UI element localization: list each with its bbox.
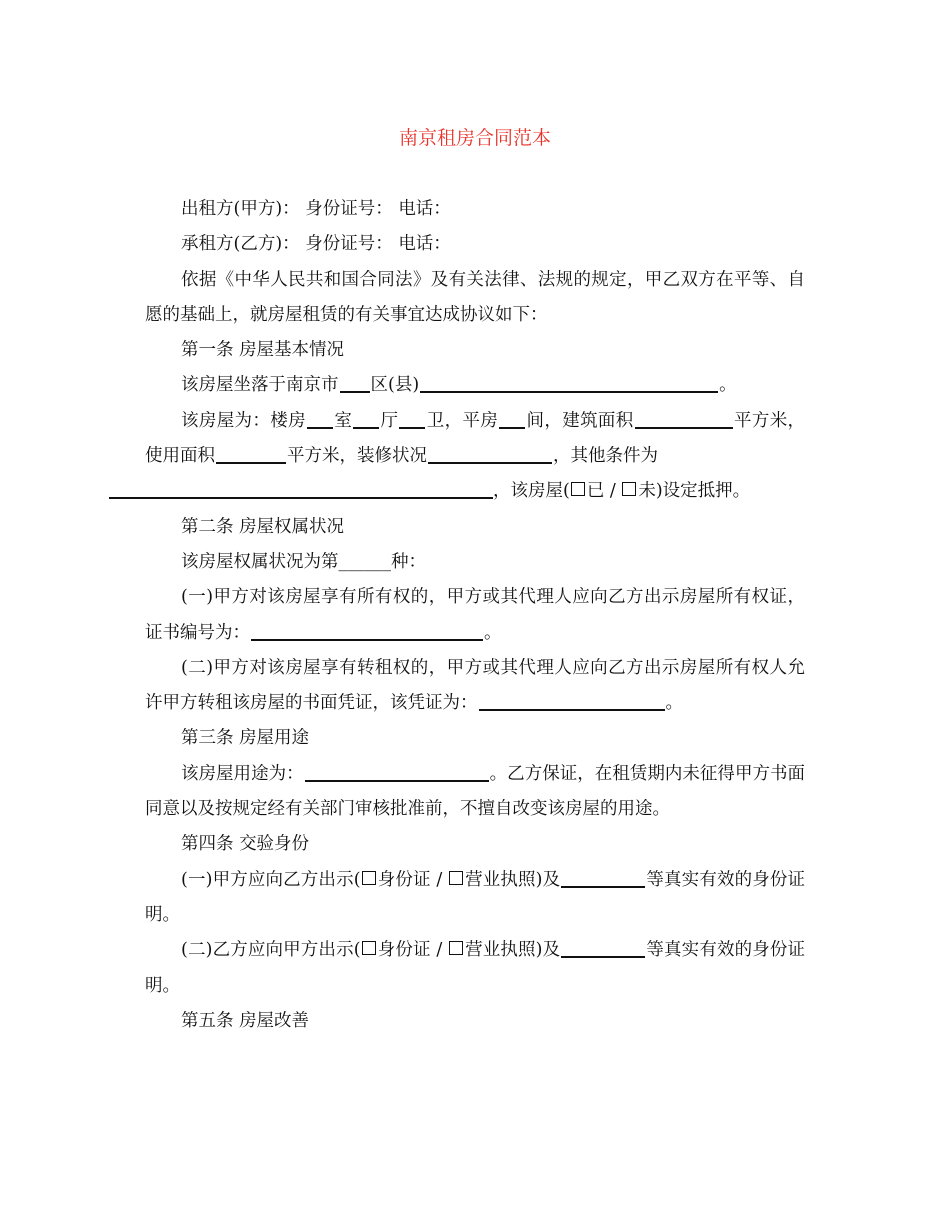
party-b-line: 承租方(乙方)： 身份证号： 电话： (181, 234, 451, 255)
article-4-heading: 第四条 交验身份 (181, 834, 310, 855)
use-blank (305, 758, 489, 782)
hall-blank (353, 405, 379, 429)
party-a-line: 出租方(甲方)： 身份证号： 电话： (181, 199, 451, 219)
district-blank (340, 369, 370, 393)
floor-area-blank (635, 405, 733, 429)
id-doc-blank-b (561, 934, 645, 958)
address-blank (420, 369, 718, 393)
checkbox-icon[interactable] (571, 482, 585, 496)
article-1-heading: 第一条 房屋基本情况 (181, 340, 345, 361)
article-5-heading: 第五条 房屋改善 (181, 1010, 310, 1031)
article-2-item-2: (二)甲方对该房屋享有转租权的，甲方或其代理人应向乙方出示房屋所有权人允许甲方转租该房屋的书面凭证，该凭证为： 。 (145, 657, 805, 714)
article-4-item-2: (二)乙方应向甲方出示( 身份证 / 营业执照)及 等真实有效的身份证明。 (145, 933, 805, 1004)
checkbox-icon[interactable] (449, 871, 463, 885)
article-2-item-1: (一)甲方对该房屋享有所有权的，甲方或其代理人应向乙方出示房屋所有权证，证书编号为： 。 (145, 587, 805, 643)
checkbox-icon[interactable] (449, 941, 463, 955)
room-blank (307, 405, 333, 429)
decoration-blank (428, 440, 552, 464)
article-3-heading: 第三条 房屋用途 (181, 728, 310, 749)
article-1-location: 该房屋坐落于南京市 区(县) 。 (145, 368, 805, 403)
certificate-number-blank (251, 617, 483, 641)
id-doc-blank-a (561, 864, 645, 888)
contract-body (145, 192, 805, 1039)
article-2-heading: 第二条 房屋权属状况 (181, 516, 345, 537)
other-conditions-blank (109, 475, 493, 499)
voucher-blank (479, 687, 665, 711)
usable-area-blank (216, 440, 286, 464)
article-1-details: 该房屋为：楼房 室 厅 卫，平房 间，建筑面积 平方米，使用面积 平方米，装修状况 ，其他条件为 ，该房屋( 已 / 未)设定抵押。 (145, 404, 805, 510)
checkbox-icon[interactable] (362, 941, 376, 955)
bath-blank (399, 405, 425, 429)
intro-paragraph: 依据《中华人民共和国合同法》及有关法律、法规的规定，甲乙双方在平等、自愿的基础上，就房屋租赁的有关事宜达成协议如下： (145, 269, 805, 325)
article-4-item-1: (一)甲方应向乙方出示( 身份证 / 营业执照)及 等真实有效的身份证明。 (145, 863, 805, 934)
checkbox-icon[interactable] (362, 871, 376, 885)
article-2-kind: 该房屋权属状况为第______种： (181, 551, 426, 572)
article-3-use: 该房屋用途为： 。乙方保证，在租赁期内未征得甲方书面同意以及按规定经有关部门审核批准前，不擅自改变该房屋的用途。 (145, 757, 805, 828)
checkbox-icon[interactable] (622, 482, 636, 496)
bungalow-blank (499, 405, 525, 429)
document-title: 南京租房合同范本 (398, 127, 551, 149)
